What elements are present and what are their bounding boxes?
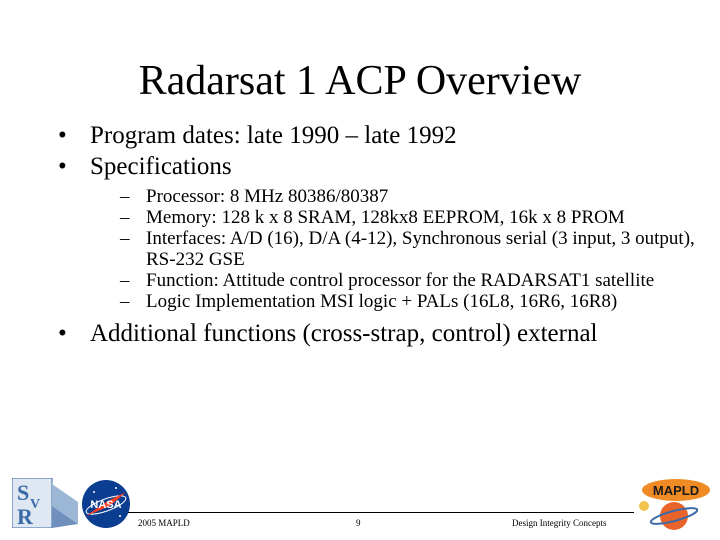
sub-bullet-text: Logic Implementation MSI logic + PALs (16L8, 16R6, 16R8) xyxy=(146,291,618,312)
svg-text:V: V xyxy=(30,497,41,512)
dash-glyph: – xyxy=(120,186,130,207)
svg-text:R: R xyxy=(17,504,33,528)
dash-glyph: – xyxy=(120,207,130,228)
nasa-logo-icon xyxy=(80,478,132,530)
footer-page-number: 9 xyxy=(356,518,361,528)
sub-bullet-list xyxy=(120,186,708,312)
sub-bullet-text: Function: Attitude control processor for the RADARSAT1 satellite xyxy=(146,270,655,291)
sr-logo-icon xyxy=(12,478,78,528)
footer-divider xyxy=(128,512,634,513)
svg-text:S: S xyxy=(17,480,30,505)
footer-right: Design Integrity Concepts xyxy=(512,518,607,528)
sub-bullet-item xyxy=(120,186,708,207)
bullet-item xyxy=(58,151,708,182)
bullet-glyph: • xyxy=(58,122,67,149)
bullet-list xyxy=(58,120,708,349)
bullet-text: Additional functions (cross-strap, control) external xyxy=(90,320,598,347)
bullet-glyph: • xyxy=(58,320,67,347)
dash-glyph: – xyxy=(120,228,130,249)
sub-bullet-item xyxy=(120,291,708,312)
sub-bullet-item xyxy=(120,270,708,291)
dash-glyph: – xyxy=(120,270,130,291)
footer-left: 2005 MAPLD xyxy=(138,518,190,528)
sub-bullet-item xyxy=(120,228,708,270)
bullet-text: Program dates: late 1990 – late 1992 xyxy=(90,122,457,149)
sub-bullet-text: Interfaces: A/D (16), D/A (4-12), Synchronous serial (3 input, 3 output), RS-232 GSE xyxy=(146,228,695,270)
sub-bullet-text: Memory: 128 k x 8 SRAM, 128kx8 EEPROM, 16k x 8 PROM xyxy=(146,207,625,228)
svg-text:MAPLD: MAPLD xyxy=(652,483,700,498)
dash-glyph: – xyxy=(120,291,130,312)
svg-text:NASA: NASA xyxy=(90,499,122,511)
bullet-item xyxy=(58,120,708,151)
bullet-glyph: • xyxy=(58,153,67,180)
mapld-logo-icon xyxy=(630,476,716,534)
bullet-item xyxy=(58,318,708,349)
bullet-text: Specifications xyxy=(90,153,232,180)
sub-bullet-text: Processor: 8 MHz 80386/80387 xyxy=(146,186,389,207)
slide-title: Radarsat 1 ACP Overview xyxy=(138,58,582,104)
sub-bullet-item xyxy=(120,207,708,228)
